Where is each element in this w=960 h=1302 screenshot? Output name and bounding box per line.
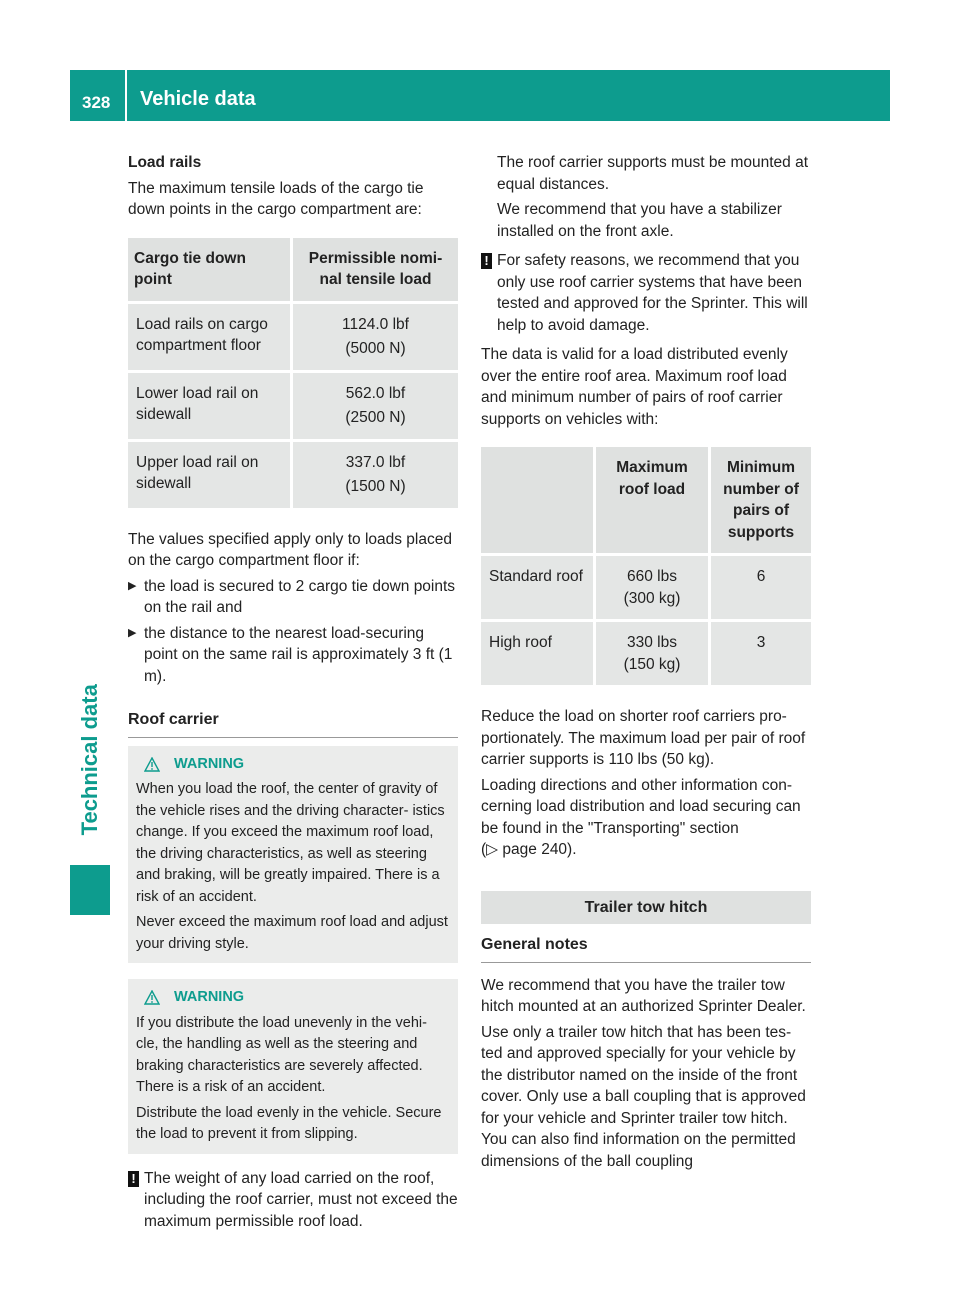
warning-text: When you load the roof, the center of gravity of the vehicle rises and the driving character- istics change. If you exceed the maximum roof load, the driving characteristics, as well as steering and braking, will be greatly impaired. There is a risk of an accident. [136, 781, 445, 905]
table-cell [293, 442, 458, 508]
notice-text: The weight of any load carried on the roof, including the roof carrier, must not exceed the maximum permissible roof load. [144, 1169, 458, 1230]
table-cell: Upper load rail on sidewall [128, 442, 290, 508]
notice-icon: ! [128, 1171, 139, 1187]
table-row [481, 556, 811, 619]
table-cell [293, 373, 458, 439]
warning-triangle-icon [144, 990, 160, 1005]
notice-text: For safety reasons, we recommend that you only use roof carrier systems that have been tested and approved for the Sprinter. This will help to avoid damage. [497, 252, 808, 334]
warning-box [128, 746, 458, 964]
table-row [128, 373, 458, 439]
list-item: ▶ the distance to the nearest load-securing point on the same rail is approximately 3 ft (1 m). [128, 624, 453, 685]
paragraph-text: Loading directions and other information con- cerning load distribution and load securing can be found in the "Transporting" section [481, 776, 801, 837]
roof-load-table [478, 444, 814, 688]
paragraph: The roof carrier supports must be mounted at equal distances. [497, 154, 809, 193]
value-n: (5000 N) [345, 340, 406, 357]
warning-text: If you distribute the load unevenly in the vehi- cle, the handling as well as the steering and braking characteristics are severely affected. There is a risk of an accident. [136, 1014, 427, 1095]
notice [128, 1168, 458, 1233]
left-column [128, 152, 458, 1232]
header-divider [125, 70, 127, 121]
cargo-tie-down-table [125, 235, 461, 511]
right-column [481, 152, 811, 1176]
value-n: (1500 N) [345, 478, 406, 495]
conditions-intro: The values specified apply only to loads placed on the cargo compartment floor if: [128, 530, 452, 569]
bullet-icon: ▶ [128, 626, 137, 639]
value-lbf: 1124.0 lbf [342, 315, 409, 333]
value-lbs: 330 lbs [627, 634, 677, 651]
conditions-list [128, 576, 458, 688]
roof-carrier-heading: Roof carrier [128, 709, 458, 738]
paragraph: Reduce the load on shorter roof carriers pro- portionately. The maximum load per pair of roof carrier supports is 110 lbs (50 kg). [481, 708, 806, 768]
warning-instruction: Distribute the load evenly in the vehicle. Secure the load to prevent it from slipping. [136, 1104, 442, 1142]
load-rails-heading: Load rails [128, 154, 202, 171]
table-cell: Standard roof [481, 556, 593, 619]
page-number: 328 [82, 93, 111, 112]
table-cell [596, 622, 708, 685]
paragraph: We recommend that you have a stabilizer installed on the front axle. [497, 201, 782, 240]
warning-header [144, 754, 450, 776]
table-header: Cargo tie down point [128, 238, 290, 301]
general-notes-heading: General notes [481, 934, 811, 963]
warning-label: WARNING [174, 989, 245, 1005]
page-ref-arrow-icon: ▷ [486, 841, 499, 858]
table-cell: Lower load rail on sidewall [128, 373, 290, 439]
table-row [481, 622, 811, 685]
value-kg: (150 kg) [623, 655, 681, 673]
load-rails-intro: The maximum tensile loads of the cargo tie down points in the cargo compartment are: [128, 179, 424, 218]
value-lbs: 660 lbs [627, 568, 677, 585]
paragraph: The data is valid for a load distributed evenly over the entire roof area. Maximum roof load and minimum number of pairs of roof carrier supports on vehicles with: [481, 346, 788, 428]
value-kg: (300 kg) [623, 589, 681, 607]
warning-label: WARNING [174, 755, 245, 772]
paragraph: We recommend that you have the trailer tow hitch mounted at an authorized Sprinter Dealer. [481, 976, 806, 1015]
page-header [70, 70, 890, 121]
bullet-icon: ▶ [128, 579, 137, 592]
table-header: Minimum number of pairs of supports [711, 447, 811, 553]
warning-box [128, 979, 458, 1154]
chapter-title: Vehicle data [140, 88, 256, 110]
warning-triangle-icon [144, 757, 160, 772]
value-n: (2500 N) [345, 409, 406, 426]
side-tab-label [70, 660, 110, 860]
table-header: Maximum roof load [596, 447, 708, 553]
table-cell [596, 556, 708, 619]
page-reference-link[interactable]: page 240). [502, 841, 577, 858]
notice [481, 250, 811, 336]
table-header [481, 447, 593, 553]
warning-header [144, 987, 450, 1009]
table-row [128, 442, 458, 508]
table-cell: Load rails on cargo compartment floor [128, 304, 290, 370]
side-tab-text: Technical data [79, 680, 101, 839]
paragraph: Use only a trailer tow hitch that has been tes- ted and approved specially for your vehicle by the distributor named on the inside of the front cover. Only use a ball coupling that is approved for your vehicle and Sprinter trailer tow hitch. You can also find information on the permitted dimensions of the ball coupling [481, 1023, 806, 1170]
table-cell [293, 304, 458, 370]
value-lbf: 337.0 lbf [345, 453, 406, 471]
table-header: Permissible nomi- nal tensile load [293, 238, 458, 301]
list-item: ▶ the load is secured to 2 cargo tie down points on the rail and [128, 577, 456, 616]
paragraph: Loading directions and other information con- cerning load distribution and load securing can be found in the "Transporting" section (▷ page 240). [481, 776, 801, 858]
warning-instruction: Never exceed the maximum roof load and adjust your driving style. [136, 914, 448, 952]
trailer-tow-hitch-bar: Trailer tow hitch [481, 891, 811, 925]
table-cell: 3 [711, 622, 811, 685]
table-cell: High roof [481, 622, 593, 685]
notice-icon: ! [481, 253, 492, 269]
table-row [128, 304, 458, 370]
table-cell: 6 [711, 556, 811, 619]
value-lbf: 562.0 lbf [345, 384, 406, 402]
